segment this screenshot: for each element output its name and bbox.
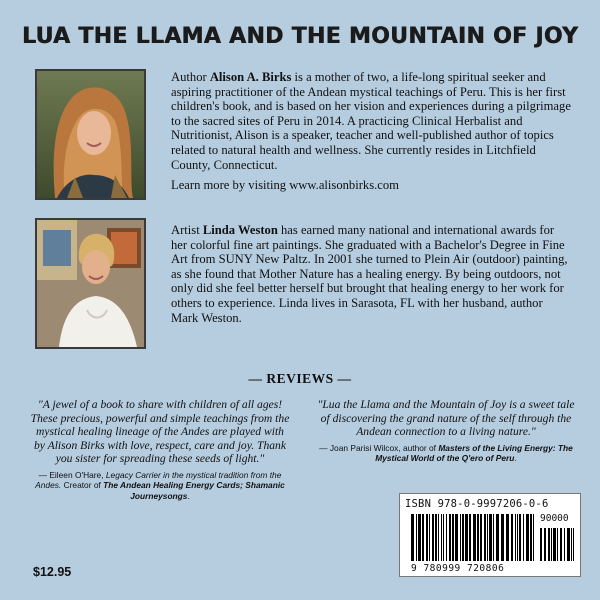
barcode-bar <box>517 514 518 561</box>
review-eileen-ohare <box>30 398 290 501</box>
barcode-bar <box>526 514 529 561</box>
reviews-heading: — REVIEWS — <box>248 371 352 386</box>
barcode-bar <box>548 528 550 561</box>
barcode-bar <box>573 528 574 561</box>
barcode-bar <box>571 528 572 561</box>
review-quote: "Lua the Llama and the Mountain of Joy is a sweet tale of discovering the grand nature of the self through the Andean connection to a living nature." <box>317 398 575 439</box>
author-bio <box>171 70 573 193</box>
barcode-bar <box>416 514 417 561</box>
price-label: $12.95 <box>33 565 72 579</box>
barcode-bar <box>438 514 439 561</box>
attrib-end: . <box>187 490 190 501</box>
attrib-prefix: — Eileen O'Hare, <box>38 469 106 480</box>
barcode-bar <box>523 514 524 561</box>
barcode-bar <box>557 528 558 561</box>
barcode-bar <box>473 514 476 561</box>
barcode-bar <box>519 514 521 561</box>
barcode-bar <box>493 514 494 561</box>
author-website-text: Learn more by visiting www.alisonbirks.com <box>171 178 399 193</box>
isbn-text: ISBN 978-0-9997206-0-6 <box>405 498 549 510</box>
barcode-bar <box>530 514 532 561</box>
barcode-bar <box>533 514 534 561</box>
artist-name: Linda Weston <box>202 223 278 237</box>
isbn-barcode <box>399 493 581 577</box>
barcode-bar <box>429 514 430 561</box>
barcode-bar <box>462 514 464 561</box>
artist-bio <box>171 223 573 325</box>
barcode-bar <box>411 514 414 561</box>
author-name: Alison A. Birks <box>209 70 292 84</box>
barcode-bar <box>460 514 461 561</box>
attrib-works: Masters of the Living Energy: The Mystical World of the Q'ero of Peru <box>375 442 573 464</box>
review-attribution <box>312 443 580 464</box>
artist-photo <box>35 218 146 349</box>
barcode-price-code: 90000 <box>540 513 569 524</box>
barcode-bar <box>511 514 513 561</box>
barcode-bar <box>489 514 492 561</box>
barcode-bar <box>487 514 488 561</box>
author-bio-text: is a mother of two, a life-long spiritual seeker and aspiring practitioner of the Andean mystical teachings of Peru. This is her first children's book, and is based on her vision and experiences during a pilgrimage to the sacred sites of Peru in 2014. A practicing Clinical Herbalist and Nutritionist, Alison is a speaker, teacher and well-published author of topics related to natural health and wellness. She currently resides in Litchfield County, Connecticut. <box>171 70 571 172</box>
barcode-bar <box>506 514 509 561</box>
attrib-end: . <box>514 453 517 464</box>
barcode-bar <box>540 528 542 561</box>
barcode-bar <box>544 528 546 561</box>
barcode-addon-bars <box>540 528 576 561</box>
barcode-bar <box>449 514 451 561</box>
barcode-bar <box>560 528 562 561</box>
barcode-bar <box>469 514 471 561</box>
artist-portrait-image <box>37 220 144 347</box>
barcode-bar <box>551 528 552 561</box>
author-photo <box>35 69 146 200</box>
review-joan-parisi-wilcox <box>312 398 580 464</box>
review-quote: "A jewel of a book to share with children of all ages! These precious, powerful and simple teachings from the mystical healing lineage of the Andes are played with by Alison Birks with love, respect, care and joy. Thank you sister for spreading these seeds of light." <box>30 398 290 466</box>
book-title: LUA THE LLAMA AND THE MOUNTAIN OF JOY <box>21 24 579 49</box>
barcode-bar <box>422 514 424 561</box>
barcode-bar <box>426 514 428 561</box>
artist-bio-text: has earned many national and international awards for her colorful fine art paintings. She graduated with a Bachelor's Degree in Fine Art from SUNY New Paltz. In 2001 she turned to Plein Air (outdoor) painting, as she found that Mother Nature has a healing energy. By being outdoors, not only did she feel better herself but brought that healing energy to her work for others to experience. Linda lives in Sarasota, FL with her husband, author Mark Weston. <box>171 223 568 325</box>
author-portrait-image <box>37 71 144 198</box>
artist-bio-prefix: Artist <box>171 223 203 237</box>
barcode-bar <box>432 514 434 561</box>
attrib-works: The Andean Healing Energy Cards; Shamanic Journeysongs <box>103 480 285 501</box>
barcode-bar <box>480 514 482 561</box>
barcode-bar <box>446 514 447 561</box>
barcode-bar <box>564 528 565 561</box>
barcode-bar <box>443 514 444 561</box>
attrib-prefix: — Joan Parisi Wilcox, author of <box>319 442 439 453</box>
barcode-bars <box>411 514 537 561</box>
barcode-bar <box>477 514 479 561</box>
barcode-digits: 9 780999 720806 <box>411 563 505 574</box>
review-attribution <box>30 470 290 502</box>
barcode-bar <box>452 514 454 561</box>
barcode-bar <box>501 514 504 561</box>
artist-bio-paragraph <box>171 223 573 325</box>
barcode-bar <box>435 514 437 561</box>
barcode-bar <box>553 528 556 561</box>
barcode-bar <box>567 528 570 561</box>
barcode-bar <box>515 514 516 561</box>
barcode-bar <box>418 514 421 561</box>
barcode-bar <box>484 514 486 561</box>
attrib-mid: Creator of <box>61 480 104 491</box>
author-bio-paragraph <box>171 70 573 172</box>
barcode-bar <box>496 514 499 561</box>
attrib-role: Legacy Carrier in the mystical tradition from the Andes. <box>35 469 282 491</box>
barcode-bar <box>465 514 468 561</box>
barcode-bar <box>441 514 442 561</box>
barcode-bar <box>455 514 458 561</box>
author-bio-prefix: Author <box>171 70 210 84</box>
